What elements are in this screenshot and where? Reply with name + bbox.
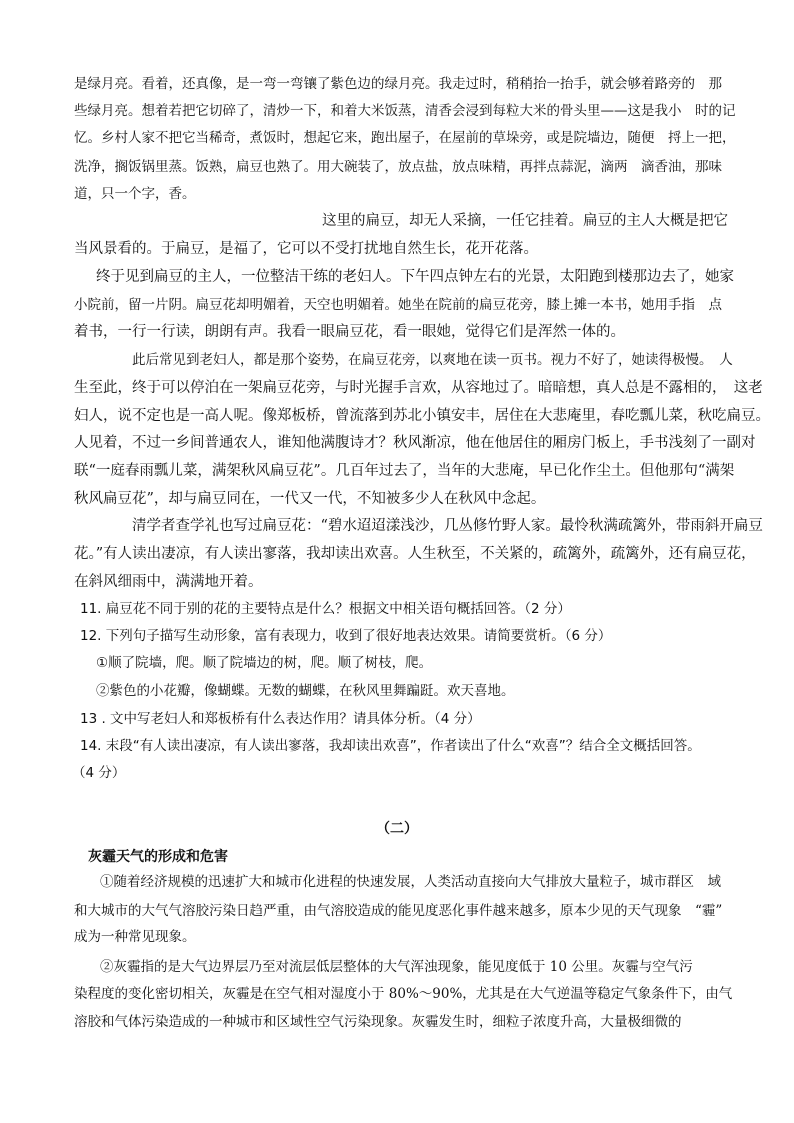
passage-line: 道，只一个字，香。 <box>74 186 196 202</box>
article-line: ①随着经济规模的迅速扩大和城市化进程的快速发展，人类活动直接向大气排放大量粒子，城市群区 域 <box>100 874 721 890</box>
passage-line: 花。”有人读出凄凉，有人读出寥落，我却读出欢喜。人生秋至，不关紧的，疏篱外，疏篱外，还有扁豆花， <box>74 546 756 562</box>
question-11: 11. 扁豆花不同于别的花的主要特点是什么？根据文中相关语句概括回答。（2 分） <box>80 601 571 617</box>
passage-line: 着书，一行一行读，朗朗有声。我看一眼扁豆花，看一眼她，觉得它们是浑然一体的。 <box>74 324 625 340</box>
section-heading: （二） <box>376 821 418 837</box>
passage-line: 小院前，留一片阴。扁豆花却明媚着，天空也明媚着。她坐在院前的扁豆花旁，膝上摊一本书，她用手指 点 <box>74 297 722 313</box>
passage-line: 人见着，不过一乡间普通农人，谁知他满腹诗才？秋风渐凉，他在他居住的厢房门板上，手书浅刻了一副对 <box>74 435 756 451</box>
passage-line: 些绿月亮。想着若把它切碎了，清炒一下，和着大米饭蒸，清香会浸到每粒大米的骨头里——这是我小 时的记 <box>74 103 736 119</box>
question-14: 14. 末段“有人读出凄凉，有人读出寥落，我却读出欢喜”，作者读出了什么“欢喜”？结合全文概括回答。 <box>80 738 701 754</box>
passage-line: 联“一庭春雨瓢儿菜，满架秋风扁豆花”。几百年过去了，当年的大悲庵，早已化作尘土。但他那句“满架 <box>74 463 735 479</box>
article-line: 成为一种常见现象。 <box>74 929 196 945</box>
passage-line: 是绿月亮。看着，还真像，是一弯一弯镶了紫色边的绿月亮。我走过时，稍稍抬一抬手，就会够着路旁的 那 <box>74 76 722 92</box>
question-12-sentence-2: ②紫色的小花瓣，像蝴蝶。无数的蝴蝶，在秋风里舞蹁跹。欢天喜地。 <box>96 683 515 699</box>
article-line: ②灰霾指的是大气边界层乃至对流层低层整体的大气浑浊现象，能见度低于 10 公里。灰霾与空气污 <box>100 959 693 975</box>
passage-line: 清学者查学礼也写过扁豆花：“碧水迢迢漾浅沙，几丛修竹野人家。最怜秋满疏篱外，带雨斜开扁豆 <box>132 518 763 534</box>
passage-line: 在斜风细雨中，满满地开着。 <box>74 574 263 590</box>
passage-line: 此后常见到老妇人，都是那个姿势，在扁豆花旁，以爽地在读一页书。视力不好了，她读得极慢。 人 <box>132 352 733 368</box>
passage-line: 生至此，终于可以停泊在一架扁豆花旁，与时光握手言欢，从容地过了。暗暗想，真人总是不露相的， 这老 <box>74 380 763 396</box>
question-12: 12. 下列句子描写生动形象，富有表现力，收到了很好地表达效果。请简要赏析。（6 分） <box>80 628 612 644</box>
article-line: 和大城市的大气气溶胶污染日趋严重，由气溶胶造成的能见度恶化事件越来越多，原本少见的天气现象 “霾” <box>74 903 723 919</box>
question-14-score: （4 分） <box>72 765 126 781</box>
question-13: 13 . 文中写老妇人和郑板桥有什么表达作用？请具体分析。（4 分） <box>80 711 481 727</box>
article-line: 染程度的变化密切相关，灰霾是在空气相对湿度小于 80%～90%，尤其是在大气逆温等稳定气象条件下，由气 <box>74 986 733 1002</box>
passage-line: 终于见到扁豆的主人，一位整洁干练的老妇人。下午四点钟左右的光景，太阳跑到楼那边去了，她家 <box>96 269 734 285</box>
passage-line: 忆。乡村人家不把它当稀奇，煮饭时，想起它来，跑出屋子，在屋前的草垛旁，或是院墙边，随便 捋上一把， <box>74 130 736 146</box>
question-12-sentence-1: ①顺了院墙，爬。顺了院墙边的树，爬。顺了树枝，爬。 <box>96 655 433 671</box>
passage-line: 妇人，说不定也是一高人呢。像郑板桥，曾流落到苏北小镇安丰，居住在大悲庵里，春吃瓢儿菜，秋吃扁豆。 <box>74 408 770 424</box>
article-title: 灰霾天气的形成和危害 <box>88 849 228 865</box>
article-line: 溶胶和气体污染造成的一种城市和区域性空气污染现象。灰霾发生时，细粒子浓度升高，大量极细微的 <box>74 1014 682 1030</box>
passage-line: 当风景看的。于扁豆，是福了，它可以不受打扰地自然生长，花开花落。 <box>74 241 538 257</box>
passage-line: 这里的扁豆，却无人采摘，一任它挂着。扁豆的主人大概是把它 <box>322 213 728 229</box>
passage-line: 秋风扁豆花”，却与扁豆同在，一代又一代，不知被多少人在秋风中念起。 <box>74 491 546 507</box>
passage-line: 洗净，搁饭锅里蒸。饭熟，扁豆也熟了。用大碗装了，放点盐，放点味精，再拌点蒜泥，滴两 滴香油，那味 <box>74 159 722 175</box>
